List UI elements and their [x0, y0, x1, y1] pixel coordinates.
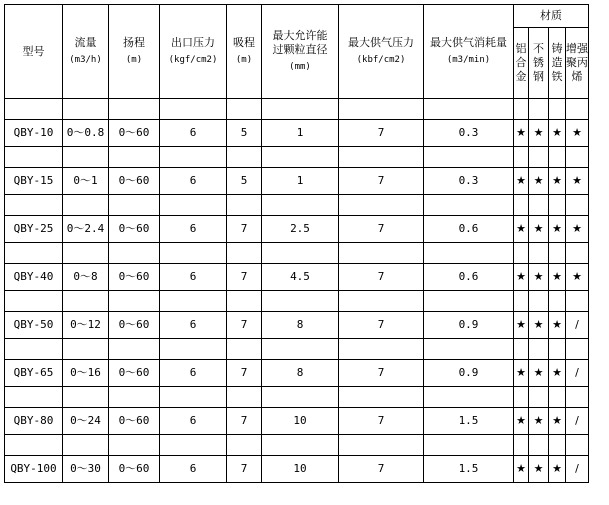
cell-model: QBY-15: [5, 168, 63, 195]
material-aluminum-char: 合: [515, 56, 527, 69]
cell-max-air-pressure: 7: [339, 168, 424, 195]
cell-suction: 7: [227, 360, 262, 387]
spacer-row: [5, 339, 589, 360]
spacer-cell: [5, 435, 63, 456]
cell-material-reinforced-pp: /: [566, 312, 589, 339]
spacer-cell: [529, 387, 549, 408]
spacer-cell: [5, 291, 63, 312]
spacer-cell: [514, 195, 529, 216]
spacer-cell: [262, 147, 339, 168]
cell-model: QBY-100: [5, 456, 63, 483]
cell-max-particle: 1: [262, 120, 339, 147]
cell-model: QBY-65: [5, 360, 63, 387]
spacer-cell: [160, 291, 227, 312]
cell-max-particle: 8: [262, 312, 339, 339]
cell-max-air-consumption: 1.5: [424, 456, 514, 483]
cell-head: 0～60: [109, 312, 160, 339]
spacer-cell: [5, 147, 63, 168]
cell-material-stainless: ★: [529, 168, 549, 195]
spacer-cell: [227, 339, 262, 360]
spacer-cell: [160, 387, 227, 408]
cell-material-aluminum: ★: [514, 168, 529, 195]
spacer-cell: [160, 435, 227, 456]
spacer-cell: [424, 243, 514, 264]
cell-material-reinforced-pp: /: [566, 456, 589, 483]
spacer-cell: [262, 387, 339, 408]
spacer-cell: [424, 291, 514, 312]
cell-material-reinforced-pp: ★: [566, 168, 589, 195]
spacer-cell: [529, 435, 549, 456]
material-reinforced-pp-line: 烯: [571, 70, 583, 83]
spacer-row: [5, 435, 589, 456]
spacer-row: [5, 243, 589, 264]
spacer-cell: [63, 291, 109, 312]
cell-outlet-pressure: 6: [160, 456, 227, 483]
header-max-particle: [262, 5, 339, 99]
cell-model: QBY-25: [5, 216, 63, 243]
cell-flow: 0～16: [63, 360, 109, 387]
cell-material-stainless: ★: [529, 264, 549, 291]
header-model: [5, 5, 63, 99]
spacer-cell: [160, 243, 227, 264]
cell-outlet-pressure: 6: [160, 120, 227, 147]
cell-material-stainless: ★: [529, 360, 549, 387]
table-row: [5, 264, 589, 291]
cell-flow: 0～24: [63, 408, 109, 435]
spacer-cell: [63, 243, 109, 264]
spacer-cell: [339, 195, 424, 216]
header-head-unit: (m): [125, 55, 143, 65]
spacer-cell: [549, 435, 566, 456]
spacer-cell: [529, 339, 549, 360]
cell-suction: 7: [227, 264, 262, 291]
spacer-row: [5, 387, 589, 408]
material-cast-iron-char: 造: [551, 56, 563, 69]
table-row: [5, 312, 589, 339]
cell-outlet-pressure: 6: [160, 312, 227, 339]
cell-flow: 0～30: [63, 456, 109, 483]
spacer-row: [5, 147, 589, 168]
spacer-cell: [549, 99, 566, 120]
spacer-cell: [5, 243, 63, 264]
table-row: [5, 360, 589, 387]
material-cast-iron-char: 铁: [551, 70, 563, 83]
cell-material-aluminum: ★: [514, 408, 529, 435]
cell-material-stainless: ★: [529, 312, 549, 339]
spacer-cell: [514, 147, 529, 168]
spacer-cell: [63, 339, 109, 360]
header-outlet-pressure: [160, 5, 227, 99]
header-max-particle-line2: 过颗粒直径: [272, 43, 328, 56]
header-row-1: [5, 5, 589, 28]
cell-max-air-consumption: 0.3: [424, 168, 514, 195]
spacer-cell: [160, 99, 227, 120]
spacer-cell: [549, 339, 566, 360]
spacer-cell: [424, 147, 514, 168]
table-row: [5, 216, 589, 243]
cell-head: 0～60: [109, 120, 160, 147]
header-max-air-consumption-label: 最大供气消耗量: [430, 36, 507, 49]
spacer-cell: [529, 291, 549, 312]
spacer-cell: [160, 147, 227, 168]
spacer-cell: [339, 243, 424, 264]
cell-outlet-pressure: 6: [160, 408, 227, 435]
header-flow-label: 流量: [74, 36, 97, 49]
header-max-air-consumption: [424, 5, 514, 99]
material-reinforced-pp-line: 聚丙: [566, 56, 588, 69]
cell-model: QBY-40: [5, 264, 63, 291]
spacer-cell: [109, 195, 160, 216]
spacer-cell: [529, 99, 549, 120]
material-aluminum-char: 铝: [515, 42, 527, 55]
material-aluminum: [514, 28, 529, 99]
cell-max-air-consumption: 0.6: [424, 216, 514, 243]
spacer-cell: [109, 291, 160, 312]
spacer-cell: [566, 99, 589, 120]
material-reinforced-pp: [566, 28, 589, 99]
cell-max-particle: 2.5: [262, 216, 339, 243]
spacer-cell: [566, 387, 589, 408]
cell-max-air-consumption: 1.5: [424, 408, 514, 435]
cell-max-air-pressure: 7: [339, 120, 424, 147]
spacer-cell: [339, 291, 424, 312]
spacer-cell: [262, 435, 339, 456]
header-head: [109, 5, 160, 99]
material-stainless-char: 锈: [533, 56, 544, 69]
spacer-cell: [63, 435, 109, 456]
pump-spec-table: [4, 4, 589, 483]
cell-max-air-consumption: 0.3: [424, 120, 514, 147]
spacer-cell: [262, 291, 339, 312]
cell-suction: 7: [227, 216, 262, 243]
spacer-cell: [339, 99, 424, 120]
material-stainless-char: 钢: [533, 70, 544, 83]
spacer-cell: [5, 99, 63, 120]
spacer-cell: [227, 435, 262, 456]
header-suction-label: 吸程: [233, 36, 255, 49]
spacer-cell: [514, 243, 529, 264]
cell-flow: 0～0.8: [63, 120, 109, 147]
cell-material-cast-iron: ★: [549, 408, 566, 435]
spacer-cell: [339, 147, 424, 168]
cell-flow: 0～1: [63, 168, 109, 195]
cell-max-particle: 8: [262, 360, 339, 387]
cell-max-air-consumption: 0.9: [424, 312, 514, 339]
cell-max-air-consumption: 0.9: [424, 360, 514, 387]
cell-model: QBY-10: [5, 120, 63, 147]
header-model-label: 型号: [22, 44, 45, 58]
cell-max-particle: 10: [262, 408, 339, 435]
spacer-cell: [424, 195, 514, 216]
header-flow: [63, 5, 109, 99]
cell-material-cast-iron: ★: [549, 312, 566, 339]
spacer-cell: [514, 435, 529, 456]
header-material-label: 材质: [540, 9, 562, 22]
spacer-cell: [227, 147, 262, 168]
table-row: [5, 120, 589, 147]
cell-material-aluminum: ★: [514, 216, 529, 243]
spacer-cell: [262, 339, 339, 360]
cell-outlet-pressure: 6: [160, 168, 227, 195]
cell-max-particle: 4.5: [262, 264, 339, 291]
header-max-particle-line1: 最大允许能: [272, 29, 328, 42]
table-row: [5, 408, 589, 435]
spacer-cell: [424, 99, 514, 120]
cell-max-air-pressure: 7: [339, 456, 424, 483]
header-max-particle-unit: (mm): [289, 62, 311, 72]
header-head-label: 扬程: [123, 36, 145, 49]
cell-material-stainless: ★: [529, 408, 549, 435]
cell-suction: 5: [227, 120, 262, 147]
cell-suction: 7: [227, 456, 262, 483]
spacer-cell: [109, 387, 160, 408]
cell-material-cast-iron: ★: [549, 168, 566, 195]
cell-material-stainless: ★: [529, 456, 549, 483]
cell-material-reinforced-pp: ★: [566, 264, 589, 291]
material-aluminum-char: 金: [515, 70, 527, 83]
spacer-cell: [566, 291, 589, 312]
spacer-cell: [514, 387, 529, 408]
spacer-row: [5, 291, 589, 312]
cell-max-air-consumption: 0.6: [424, 264, 514, 291]
header-max-air-consumption-unit: (m3/min): [446, 55, 491, 65]
spacer-cell: [227, 99, 262, 120]
spacer-row: [5, 99, 589, 120]
spacer-cell: [160, 339, 227, 360]
cell-head: 0～60: [109, 168, 160, 195]
cell-flow: 0～12: [63, 312, 109, 339]
cell-outlet-pressure: 6: [160, 264, 227, 291]
spacer-cell: [549, 243, 566, 264]
cell-head: 0～60: [109, 408, 160, 435]
spacer-cell: [529, 195, 549, 216]
cell-max-particle: 10: [262, 456, 339, 483]
spacer-cell: [109, 147, 160, 168]
spacer-cell: [529, 147, 549, 168]
spacer-cell: [227, 387, 262, 408]
cell-material-aluminum: ★: [514, 120, 529, 147]
spacer-cell: [549, 291, 566, 312]
cell-material-aluminum: ★: [514, 264, 529, 291]
header-max-air-pressure: [339, 5, 424, 99]
header-outlet-pressure-unit: (kgf/cm2): [168, 55, 218, 65]
cell-max-air-pressure: 7: [339, 408, 424, 435]
cell-max-air-pressure: 7: [339, 264, 424, 291]
spacer-cell: [566, 195, 589, 216]
spacer-cell: [549, 147, 566, 168]
spacer-cell: [549, 387, 566, 408]
cell-material-stainless: ★: [529, 216, 549, 243]
spacer-cell: [63, 387, 109, 408]
cell-head: 0～60: [109, 264, 160, 291]
cell-material-reinforced-pp: /: [566, 408, 589, 435]
spacer-cell: [339, 387, 424, 408]
spacer-cell: [5, 387, 63, 408]
spacer-cell: [424, 435, 514, 456]
header-material: [514, 5, 589, 28]
spacer-cell: [262, 243, 339, 264]
cell-max-air-pressure: 7: [339, 360, 424, 387]
cell-suction: 7: [227, 312, 262, 339]
material-stainless-steel: [529, 28, 549, 99]
material-stainless-char: 不: [533, 42, 544, 55]
spacer-cell: [63, 195, 109, 216]
spacer-cell: [529, 243, 549, 264]
cell-material-aluminum: ★: [514, 456, 529, 483]
spacer-cell: [566, 435, 589, 456]
header-max-air-pressure-unit: (kbf/cm2): [356, 55, 406, 65]
cell-material-cast-iron: ★: [549, 360, 566, 387]
spacer-cell: [227, 291, 262, 312]
cell-outlet-pressure: 6: [160, 360, 227, 387]
spacer-cell: [5, 195, 63, 216]
spacer-cell: [227, 195, 262, 216]
cell-head: 0～60: [109, 360, 160, 387]
cell-flow: 0～2.4: [63, 216, 109, 243]
spacer-cell: [63, 99, 109, 120]
cell-outlet-pressure: 6: [160, 216, 227, 243]
spacer-cell: [109, 243, 160, 264]
cell-material-cast-iron: ★: [549, 456, 566, 483]
spacer-cell: [514, 291, 529, 312]
spacer-cell: [109, 435, 160, 456]
spacer-cell: [566, 243, 589, 264]
spacer-cell: [109, 339, 160, 360]
material-cast-iron-char: 铸: [551, 42, 563, 55]
cell-suction: 5: [227, 168, 262, 195]
header-suction: [227, 5, 262, 99]
spacer-cell: [424, 387, 514, 408]
table-row: [5, 168, 589, 195]
header-outlet-pressure-label: 出口压力: [171, 36, 215, 49]
cell-material-stainless: ★: [529, 120, 549, 147]
cell-material-cast-iron: ★: [549, 120, 566, 147]
cell-material-reinforced-pp: ★: [566, 216, 589, 243]
cell-head: 0～60: [109, 456, 160, 483]
cell-head: 0～60: [109, 216, 160, 243]
material-cast-iron: [549, 28, 566, 99]
cell-material-aluminum: ★: [514, 360, 529, 387]
spacer-cell: [262, 195, 339, 216]
spacer-cell: [160, 195, 227, 216]
cell-material-reinforced-pp: ★: [566, 120, 589, 147]
spacer-cell: [262, 99, 339, 120]
spacer-cell: [339, 339, 424, 360]
spacer-row: [5, 195, 589, 216]
spacer-cell: [339, 435, 424, 456]
spacer-cell: [566, 147, 589, 168]
cell-material-cast-iron: ★: [549, 216, 566, 243]
spacer-cell: [549, 195, 566, 216]
cell-material-aluminum: ★: [514, 312, 529, 339]
header-flow-unit: (m3/h): [69, 55, 102, 65]
spacer-cell: [514, 99, 529, 120]
header-max-air-pressure-label: 最大供气压力: [348, 36, 414, 49]
spacer-cell: [227, 243, 262, 264]
spacer-cell: [5, 339, 63, 360]
cell-max-particle: 1: [262, 168, 339, 195]
cell-material-cast-iron: ★: [549, 264, 566, 291]
cell-model: QBY-80: [5, 408, 63, 435]
cell-model: QBY-50: [5, 312, 63, 339]
cell-max-air-pressure: 7: [339, 216, 424, 243]
cell-material-reinforced-pp: /: [566, 360, 589, 387]
spacer-cell: [514, 339, 529, 360]
spacer-cell: [566, 339, 589, 360]
cell-max-air-pressure: 7: [339, 312, 424, 339]
spacer-cell: [424, 339, 514, 360]
cell-suction: 7: [227, 408, 262, 435]
header-suction-unit: (m): [235, 55, 253, 65]
material-reinforced-pp-line: 增强: [566, 42, 588, 55]
spacer-cell: [109, 99, 160, 120]
cell-flow: 0～8: [63, 264, 109, 291]
spacer-cell: [63, 147, 109, 168]
table-row: [5, 456, 589, 483]
